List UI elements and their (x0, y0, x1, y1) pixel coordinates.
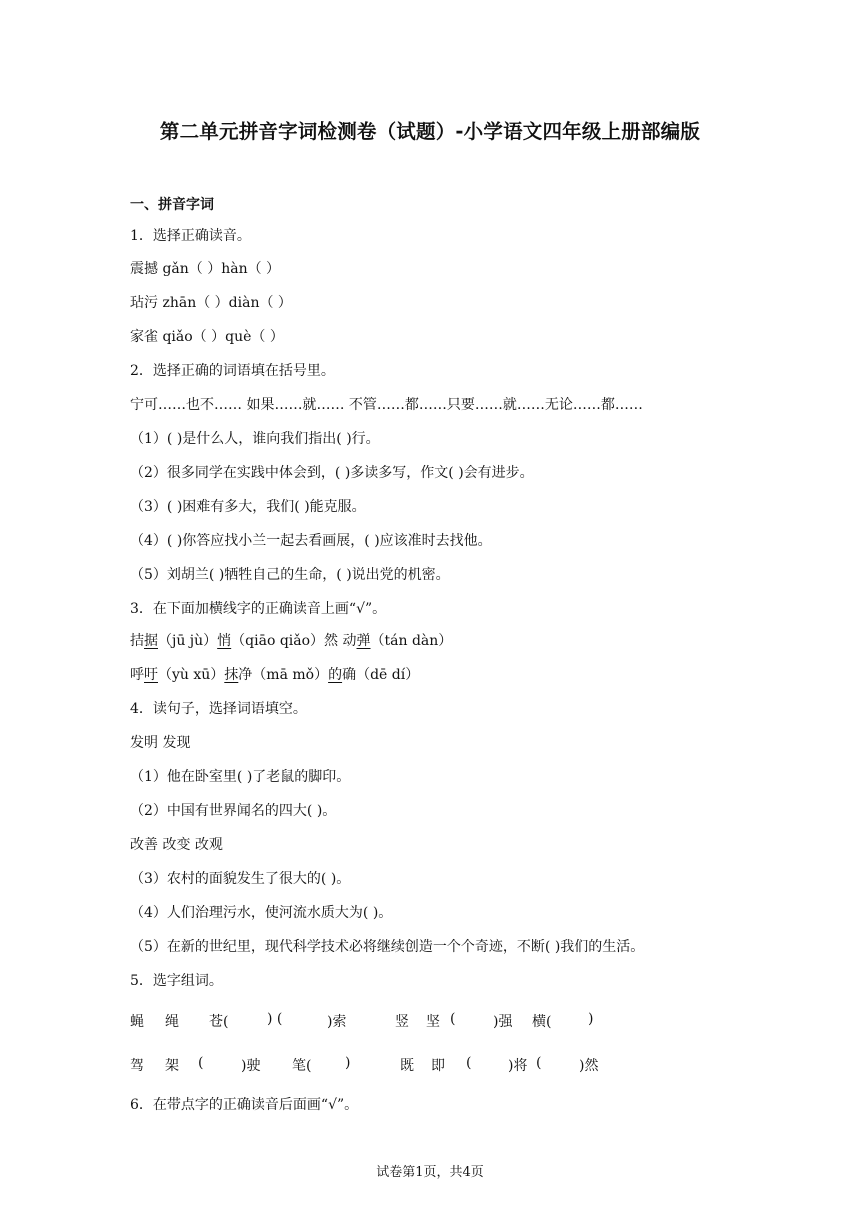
char: 绳 (165, 1014, 179, 1030)
blank-part: ( (450, 1011, 456, 1027)
pinyin-options: （jū jù） (158, 633, 218, 649)
blank-part: )然 (579, 1058, 599, 1074)
blank-part: ( (198, 1055, 204, 1071)
question-6-prompt: 6．在带点字的正确读音后面画“√”。 (130, 1097, 359, 1113)
question-4-item: （2）中国有世界闻名的四大( )。 (130, 803, 337, 819)
question-5-prompt: 5．选字组词。 (130, 973, 223, 989)
char: 蝇 (130, 1014, 144, 1030)
pinyin-options: （yù xū） (158, 667, 225, 683)
char: 既 (400, 1058, 414, 1074)
page-title: 第二单元拼音字词检测卷（试题）-小学语文四年级上册部编版 (159, 120, 701, 143)
underlined-char: 悄 (217, 633, 232, 649)
pinyin-options: 确（dē dí） (342, 667, 420, 683)
question-3-prompt: 3．在下面加横线字的正确读音上画“√”。 (130, 601, 387, 617)
blank-part: ( (466, 1055, 472, 1071)
question-3-line (130, 632, 452, 650)
underlined-char: 抹 (224, 667, 239, 683)
blank-part: )索 (327, 1014, 347, 1030)
question-1-line: 玷污 zhān（ ）diàn（ ） (130, 295, 292, 311)
text-part: 拮 (130, 633, 144, 649)
blank-part: ) ( (267, 1011, 283, 1027)
question-4-item: （1）他在卧室里( )了老鼠的脚印。 (130, 769, 351, 785)
question-4-item: （3）农村的面貌发生了很大的( )。 (130, 871, 351, 887)
question-1-line: 震撼 gǎn（ ）hàn（ ） (130, 261, 281, 277)
question-4-item: （4）人们治理污水，使河流水质大为( )。 (130, 905, 393, 921)
page-footer: 试卷第1页，共4页 (376, 1165, 484, 1180)
blank-part: ( (536, 1055, 542, 1071)
text-part: 呼 (130, 667, 144, 683)
char: 即 (431, 1058, 445, 1074)
blank-part: 苍( (209, 1014, 229, 1030)
pinyin-options: （qiāo qiǎo）然 (231, 633, 343, 649)
question-4-word-group: 改善 改变 改观 (130, 837, 223, 853)
question-5-row (130, 1055, 730, 1075)
underlined-char: 弹 (356, 633, 371, 649)
question-1-line: 家雀 qiǎo（ ）què（ ） (130, 329, 284, 345)
blank-part: )强 (493, 1014, 513, 1030)
underlined-char: 据 (144, 633, 158, 649)
question-4-word-group: 发明 发现 (130, 735, 191, 751)
question-5-row (130, 1011, 730, 1031)
question-4-prompt: 4．读句子，选择词语填空。 (130, 701, 307, 717)
char: 坚 (426, 1014, 440, 1030)
section-heading: 一、拼音字词 (130, 197, 214, 213)
blank-part: )将 (508, 1058, 528, 1074)
question-2-item: （3）( )困难有多大，我们( )能克服。 (130, 499, 366, 515)
char: 驾 (130, 1058, 144, 1074)
pinyin-options: （tán dàn） (370, 633, 453, 649)
blank-part: ) (588, 1011, 594, 1027)
question-2-item: （4）( )你答应找小兰一起去看画展，( )应该准时去找他。 (130, 533, 492, 549)
pinyin-options: 净（mā mǒ） (238, 667, 329, 683)
text-part: 动 (342, 633, 357, 649)
blank-part: ) (345, 1055, 351, 1071)
question-3-line (130, 666, 419, 684)
underlined-char: 吁 (144, 667, 158, 683)
underlined-char: 的 (328, 667, 343, 683)
question-2-item: （1）( )是什么人，谁向我们指出( )行。 (130, 431, 380, 447)
blank-part: 笔( (292, 1058, 312, 1074)
blank-part: )驶 (241, 1058, 261, 1074)
char: 架 (165, 1058, 179, 1074)
char: 竖 (395, 1014, 409, 1030)
question-1-prompt: 1．选择正确读音。 (130, 228, 251, 244)
question-4-item: （5）在新的世纪里，现代科学技术必将继续创造一个个奇迹，不断( )我们的生活。 (130, 939, 645, 955)
question-2-item: （2）很多同学在实践中体会到，( )多读多写，作文( )会有进步。 (130, 465, 534, 481)
question-2-item: （5）刘胡兰( )牺牲自己的生命，( )说出党的机密。 (130, 567, 450, 583)
blank-part: 横( (532, 1014, 552, 1030)
question-2-prompt: 2．选择正确的词语填在括号里。 (130, 363, 335, 379)
question-2-options: 宁可……也不…… 如果……就…… 不管……都……只要……就……无论……都…… (130, 397, 643, 413)
